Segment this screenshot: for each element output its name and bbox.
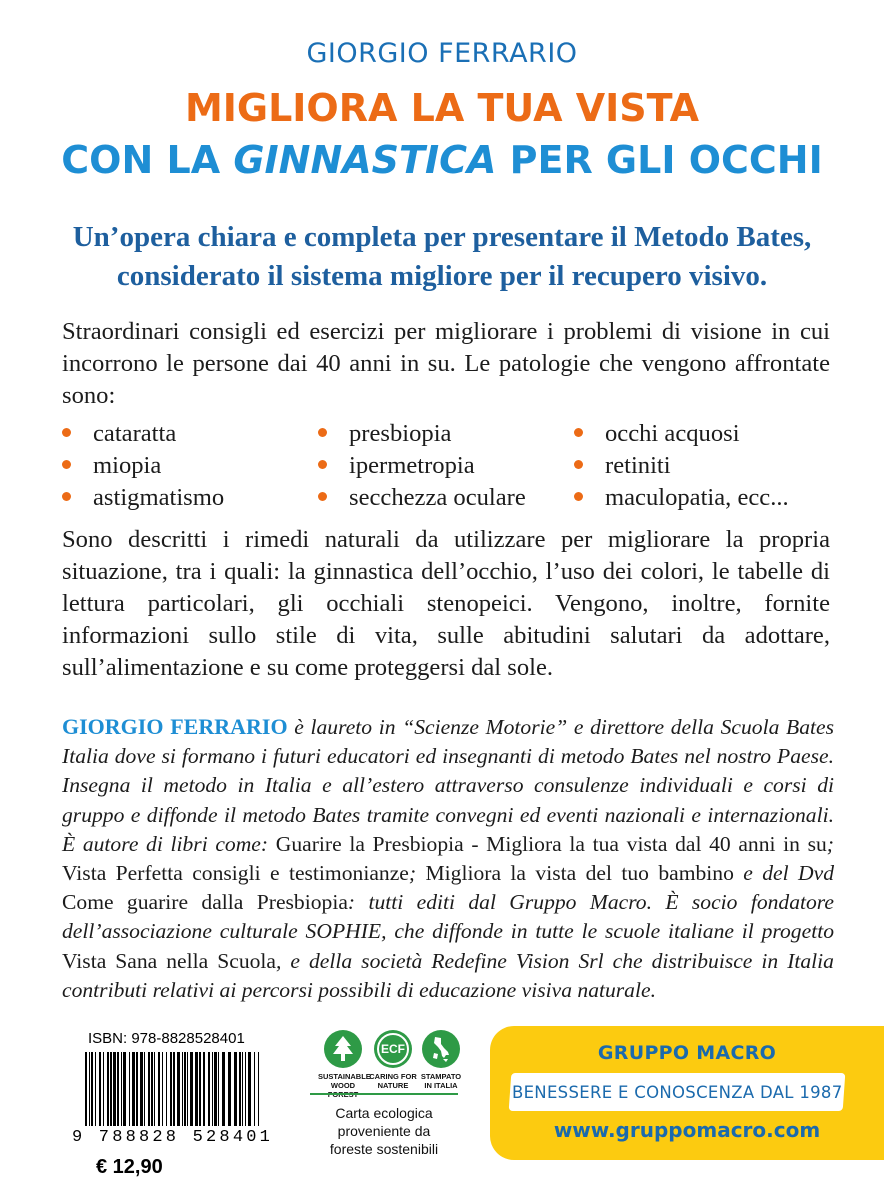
eco-paper-note xyxy=(300,1104,468,1158)
condition-item xyxy=(62,482,224,514)
conditions-column-1 xyxy=(62,418,224,514)
conditions-column-3 xyxy=(574,418,789,514)
barcode-bar xyxy=(228,1052,231,1126)
barcode-bar xyxy=(103,1052,104,1126)
bio-separator: ; xyxy=(826,831,834,856)
lead-statement xyxy=(60,218,824,296)
barcode-bar xyxy=(190,1052,193,1126)
barcode-bar xyxy=(162,1052,163,1126)
barcode-bar xyxy=(117,1052,119,1126)
barcode-bar xyxy=(166,1052,167,1126)
isbn-label: ISBN: 978-8828528401 xyxy=(88,1030,245,1047)
book-title-line2 xyxy=(0,138,884,182)
bio-separator: ; xyxy=(408,861,426,886)
barcode-bar xyxy=(258,1052,259,1126)
barcode-bar xyxy=(242,1052,243,1126)
bio-text: , e della società Redefine Vision Srl che distribuisce in Italia contributi relativi ai percorsi possibili di educazione visiva naturale. xyxy=(62,948,834,1002)
bullet-icon xyxy=(574,428,583,437)
barcode-bar xyxy=(222,1052,225,1126)
ecf-badge-text: ECF xyxy=(377,1033,409,1065)
condition-label: cataratta xyxy=(93,420,177,447)
bullet-icon xyxy=(318,460,327,469)
price: € 12,90 xyxy=(96,1156,163,1178)
cert-label-line2: NATURE xyxy=(377,1081,409,1090)
condition-item xyxy=(62,418,224,450)
barcode-bar xyxy=(129,1052,130,1126)
barcode-bar xyxy=(158,1052,160,1126)
bullet-icon xyxy=(62,428,71,437)
condition-item xyxy=(574,482,789,514)
condition-label: presbiopia xyxy=(349,420,452,447)
publisher-tagline-banner xyxy=(509,1073,846,1111)
bullet-icon xyxy=(62,460,71,469)
barcode-bar xyxy=(173,1052,175,1126)
cert-stampato-italia xyxy=(416,1030,466,1090)
cert-label-line1: SUSTAINABLE xyxy=(318,1072,371,1081)
eco-divider xyxy=(310,1093,458,1095)
cert-ecf xyxy=(368,1030,418,1090)
author-name: GIORGIO FERRARIO xyxy=(306,38,578,69)
condition-label: miopia xyxy=(93,452,162,479)
bullet-icon xyxy=(318,428,327,437)
barcode-bar xyxy=(136,1052,138,1126)
barcode-bar xyxy=(154,1052,155,1126)
barcode-bar xyxy=(107,1052,109,1126)
condition-label: secchezza oculare xyxy=(349,484,526,511)
barcode-bar xyxy=(132,1052,135,1126)
barcode-bar xyxy=(89,1052,90,1126)
author-bio xyxy=(62,712,834,1005)
barcode-bar xyxy=(140,1052,143,1126)
eco-line2: proveniente da xyxy=(337,1123,431,1139)
tree-icon xyxy=(324,1030,362,1068)
bio-book-title: Migliora la vista del tuo bambino xyxy=(425,861,734,886)
barcode-bar xyxy=(248,1052,251,1126)
title-pre: CON LA xyxy=(61,138,234,182)
bullet-icon xyxy=(318,492,327,501)
barcode-bar xyxy=(212,1052,213,1126)
title-emphasis: GINNASTICA xyxy=(233,138,497,182)
italy-map-icon xyxy=(422,1030,460,1068)
bio-text: è laureto in “Scienze Motorie” e direttore della Scuola Bates Italia dove si formano i futuri educatori ed insegnanti di metodo Bates nel nostro Paese. Insegna il metodo in Italia e all’estero attraverso consulenze individuali e corsi di gruppo e diffonde il metodo Bates tramite convegni ed eventi nazionali e internazionali. È autore di libri come: xyxy=(62,715,835,856)
barcode-bar xyxy=(99,1052,101,1126)
bullet-icon xyxy=(574,492,583,501)
barcode-bar xyxy=(214,1052,217,1126)
condition-item xyxy=(318,482,526,514)
publisher-tagline: BENESSERE E CONOSCENZA DAL 1987 xyxy=(511,1082,843,1102)
barcode-bar xyxy=(199,1052,201,1126)
bullet-icon xyxy=(62,492,71,501)
bio-text: : tutti editi dal Gruppo Macro. È socio fondatore dell’associazione culturale SOPHIE, che diffonde in tutte le scuole italiane il progetto xyxy=(62,890,834,944)
lead-line2: considerato il sistema migliore per il recupero visivo. xyxy=(116,260,768,292)
barcode-digits: 9 788828 528401 xyxy=(72,1128,274,1147)
barcode-bar xyxy=(123,1052,126,1126)
barcode-icon xyxy=(83,1052,265,1126)
condition-item xyxy=(574,418,789,450)
barcode-bar xyxy=(182,1052,183,1126)
barcode-bar xyxy=(239,1052,241,1126)
barcode-bar xyxy=(208,1052,210,1126)
barcode-bar xyxy=(170,1052,172,1126)
condition-item xyxy=(318,450,526,482)
barcode-bar xyxy=(254,1052,255,1126)
condition-label: maculopatia, ecc... xyxy=(605,484,789,511)
condition-label: retiniti xyxy=(605,452,671,479)
publisher-name: GRUPPO MACRO xyxy=(597,1042,777,1064)
publisher-url[interactable]: www.gruppomacro.com xyxy=(553,1118,821,1142)
barcode xyxy=(83,1052,265,1130)
barcode-bar xyxy=(234,1052,237,1126)
bullet-icon xyxy=(574,460,583,469)
condition-label: occhi acquosi xyxy=(605,420,740,447)
barcode-bar xyxy=(218,1052,219,1126)
barcode-bar xyxy=(95,1052,96,1126)
cert-label-line2: WOOD xyxy=(330,1081,356,1090)
bio-author-name: GIORGIO FERRARIO xyxy=(62,714,288,739)
barcode-bar xyxy=(187,1052,188,1126)
intro-paragraph: Straordinari consigli ed esercizi per migliorare i problemi di visione in cui incorrono le persone dai 40 anni in su. Le patologie che vengono affrontate sono: xyxy=(62,318,830,409)
ecf-icon xyxy=(374,1030,412,1068)
barcode-bar xyxy=(184,1052,186,1126)
remedies-paragraph: Sono descritti i rimedi naturali da utilizzare per migliorare la propria situazione, tra i quali: la ginnastica dell’occhio, l’uso dei colori, le tabelle di lettura particolari, gli occhiali stenopeici. Vengono, inoltre, fornite informazioni sullo stile di vita, sulle abitudini salutari da adottare, sull’alimentazione e su come proteggersi dal sole. xyxy=(62,526,830,681)
condition-item xyxy=(574,450,789,482)
barcode-bar xyxy=(110,1052,112,1126)
bio-book-title: Vista Perfetta consigli e testimonianze xyxy=(62,861,409,886)
condition-label: astigmatismo xyxy=(93,484,225,511)
barcode-bar xyxy=(203,1052,205,1126)
condition-label: ipermetropia xyxy=(349,452,475,479)
barcode-bar xyxy=(85,1052,87,1126)
cert-label-line1: STAMPATO xyxy=(420,1072,462,1081)
bio-book-title: Guarire la Presbiopia - Migliora la tua vista dal 40 anni in su xyxy=(275,831,827,856)
book-title-line1: MIGLIORA LA TUA VISTA xyxy=(184,86,700,130)
conditions-column-2 xyxy=(318,418,526,514)
condition-item xyxy=(62,450,224,482)
barcode-bar xyxy=(195,1052,198,1126)
bio-book-title: Come guarire dalla Presbiopia xyxy=(62,890,348,915)
bio-book-title: Vista Sana nella Scuola xyxy=(62,948,276,973)
barcode-bar xyxy=(91,1052,93,1126)
cert-label-line1: CARING FOR xyxy=(369,1072,417,1081)
eco-line3: foreste sostenibili xyxy=(329,1141,439,1157)
cert-label-line2: IN ITALIA xyxy=(424,1081,458,1090)
eco-line1: Carta ecologica xyxy=(335,1105,433,1121)
barcode-bar xyxy=(148,1052,150,1126)
condition-item xyxy=(318,418,526,450)
barcode-bar xyxy=(151,1052,153,1126)
lead-line1: Un’opera chiara e completa per presentare il Metodo Bates, xyxy=(72,221,812,253)
title-post: PER GLI OCCHI xyxy=(496,138,823,182)
barcode-bar xyxy=(121,1052,122,1126)
barcode-bar xyxy=(245,1052,246,1126)
barcode-bar xyxy=(113,1052,116,1126)
cert-sustainable-wood xyxy=(318,1030,371,1099)
barcode-bar xyxy=(177,1052,180,1126)
barcode-bar xyxy=(144,1052,145,1126)
bio-text: e del Dvd xyxy=(733,861,834,886)
